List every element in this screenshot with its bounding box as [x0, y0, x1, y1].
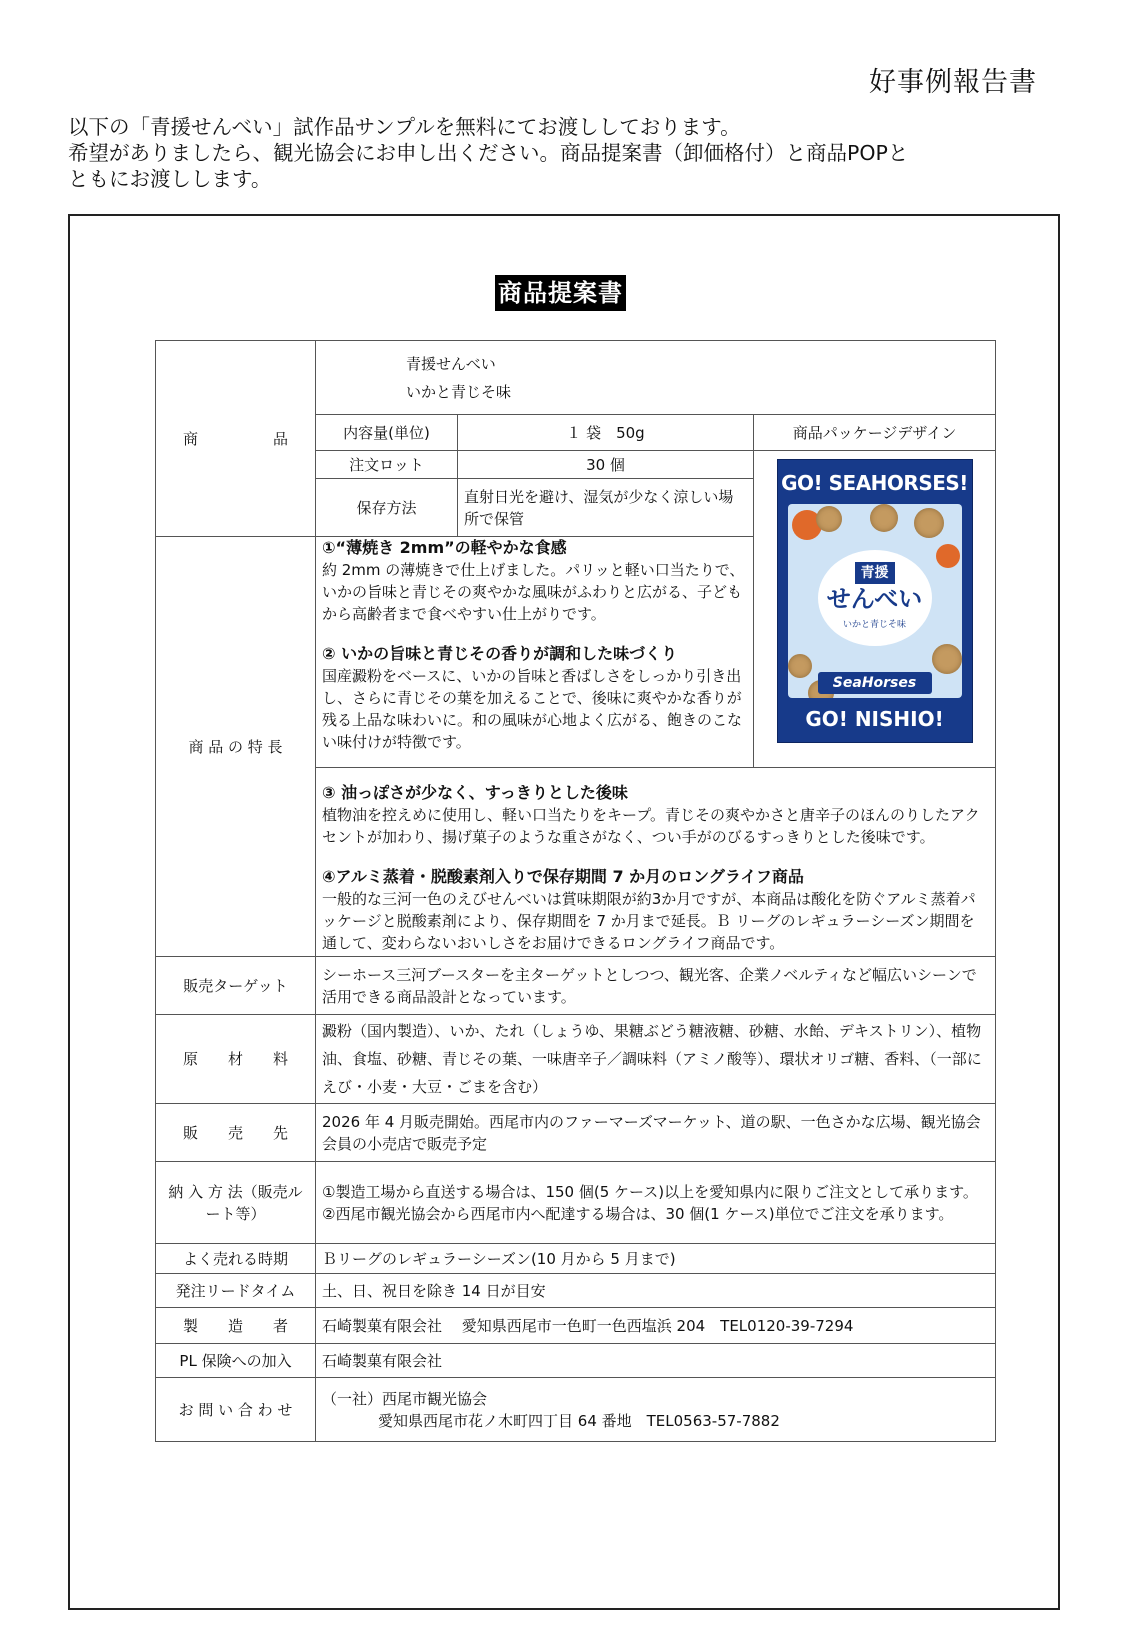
row-label: 納 入 方 法（販売ルート等）: [156, 1162, 316, 1244]
row-value: シーホース三河ブースターを主ターゲットとしつつ、観光客、企業ノベルティなど幅広いシーンで活用できる商品設計となっています。: [316, 957, 996, 1015]
package-image-cell: [754, 451, 996, 768]
table-row: [156, 1244, 996, 1274]
row-label: PL 保険への加入: [156, 1344, 316, 1378]
package-badge: 青援: [855, 562, 895, 584]
feature-body: 国産澱粉をベースに、いかの旨味と香ばしさをしっかり引き出し、さらに青じその葉を加えることで、後味に爽やかな香りが残る上品な味わいに。和の風味が心地よく広がる、飽きのこない味付けが特徴です。: [322, 667, 743, 751]
contact-address: 愛知県西尾市花ノ木町四丁目 64 番地 TEL0563-57-7882: [378, 1411, 780, 1430]
row-label: お 問 い 合 わ せ: [156, 1378, 316, 1442]
cracker-graphic: [870, 504, 898, 532]
package-sub-text: いかと青じそ味: [843, 620, 907, 630]
table-row: [156, 1104, 996, 1162]
document-title: 好事例報告書: [869, 67, 1037, 98]
row-label-features: 商 品 の 特 長: [156, 537, 316, 957]
feature-heading: ③ 油っぽさが少なく、すっきりとした後味: [322, 783, 628, 802]
feature-heading: ② いかの旨味と青じその香りが調和した味づくり: [322, 644, 678, 663]
feature-body: 約 2mm の薄焼きで仕上げました。パリッと軽い口当たりで、いかの旨味と青じその爽やかな風味がふわりと広がる、子どもから高齢者まで食べやすい仕上がりです。: [322, 561, 745, 623]
package-bottom-text: GO! NISHIO!: [778, 698, 972, 742]
row-label: よく売れる時期: [156, 1244, 316, 1274]
table-row: [156, 341, 996, 415]
row-label-product: 商 品: [156, 341, 316, 537]
basketball-icon: [936, 544, 960, 568]
cracker-graphic: [932, 644, 962, 674]
row-value: 石崎製菓有限会社: [316, 1344, 996, 1378]
intro-text: [68, 114, 1088, 192]
features-top-cell: [316, 537, 754, 768]
table-row: [156, 1274, 996, 1308]
table-row: [156, 1344, 996, 1378]
cracker-graphic: [788, 654, 812, 678]
intro-line: 希望がありましたら、観光協会にお申し出ください。商品提案書（卸価格付）と商品POPと: [68, 141, 909, 165]
product-flavor: いかと青じそ味: [406, 382, 512, 401]
package-main-text: せんべい: [826, 585, 923, 613]
feature-body: 植物油を控えめに使用し、軽い口当たりをキープ。青じその爽やかさと唐辛子のほんのりしたアクセントが加わり、揚げ菓子のような重さがなく、つい手がのびるすっきりとした後味です。: [322, 806, 980, 846]
proposal-table: [155, 340, 996, 1442]
row-value: 土、日、祝日を除き 14 日が目安: [316, 1274, 996, 1308]
feature-heading: ④アルミ蒸着・脱酸素剤入りで保存期間 7 か月のロングライフ商品: [322, 867, 804, 886]
table-row: [156, 1378, 996, 1442]
contact-cell: [316, 1378, 996, 1442]
package-center-label: [818, 550, 932, 646]
features-bottom-cell: [316, 768, 996, 957]
seahorses-logo: SeaHorses: [818, 672, 932, 694]
row-value: 石崎製菓有限会社 愛知県西尾市一色町一色西塩浜 204 TEL0120-39-7294: [316, 1308, 996, 1344]
row-label: 販 売 先: [156, 1104, 316, 1162]
content-label: 内容量(単位): [316, 415, 458, 451]
table-row: [156, 957, 996, 1015]
contact-org: （一社）西尾市観光協会: [322, 1389, 488, 1408]
package-image: [777, 459, 973, 743]
table-row: [156, 1162, 996, 1244]
row-value: 澱粉（国内製造）、いか、たれ（しょうゆ、果糖ぶどう糖液糖、砂糖、水飴、デキストリン）、植物油、食塩、砂糖、青じその葉、一味唐辛子／調味料（アミノ酸等）、環状オリゴ糖、香料、（一部にえび・小麦・大豆・ごまを含む）: [316, 1015, 996, 1104]
intro-line: 以下の「青援せんべい」試作品サンプルを無料にてお渡ししております。: [68, 115, 741, 139]
intro-line: ともにお渡しします。: [68, 167, 272, 191]
storage-label: 保存方法: [316, 479, 458, 537]
row-label: 原 材 料: [156, 1015, 316, 1104]
lot-value: 30 個: [458, 451, 754, 479]
feature-body: 一般的な三河一色のえびせんべいは賞味期限が約3か月ですが、本商品は酸化を防ぐアルミ蒸着パッケージと脱酸素剤により、保存期間を 7 か月まで延長。Ｂ リーグのレギュラーシーズン期間を通して、変わらないおいしさをお届けできるロングライフ商品です。: [322, 890, 976, 952]
row-value: ①製造工場から直送する場合は、150 個(5 ケース)以上を愛知県内に限りご注文として承ります。②西尾市観光協会から西尾市内へ配達する場合は、30 個(1 ケース)単位でご注文を承ります。: [316, 1162, 996, 1244]
storage-value: 直射日光を避け、湿気が少なく涼しい場所で保管: [458, 479, 754, 537]
table-row: [156, 1308, 996, 1344]
cracker-graphic: [816, 506, 842, 532]
feature-heading: ①“薄焼き 2mm”の軽やかな食感: [322, 538, 567, 557]
row-value: 2026 年 4 月販売開始。西尾市内のファーマーズマーケット、道の駅、一色さかな広場、観光協会会員の小売店で販売予定: [316, 1104, 996, 1162]
product-name-cell: [316, 341, 996, 415]
row-label: 販売ターゲット: [156, 957, 316, 1015]
row-label: 製 造 者: [156, 1308, 316, 1344]
package-label: 商品パッケージデザイン: [754, 415, 996, 451]
package-top-text: GO! SEAHORSES!: [778, 460, 972, 502]
content-value: １ 袋 50g: [458, 415, 754, 451]
sheet-title: 商品提案書: [495, 275, 626, 311]
row-value: Ｂリーグのレギュラーシーズン(10 月から 5 月まで): [316, 1244, 996, 1274]
lot-label: 注文ロット: [316, 451, 458, 479]
row-label: 発注リードタイム: [156, 1274, 316, 1308]
product-name: 青援せんべい: [406, 354, 496, 373]
cracker-graphic: [914, 508, 944, 538]
table-row: [156, 1015, 996, 1104]
